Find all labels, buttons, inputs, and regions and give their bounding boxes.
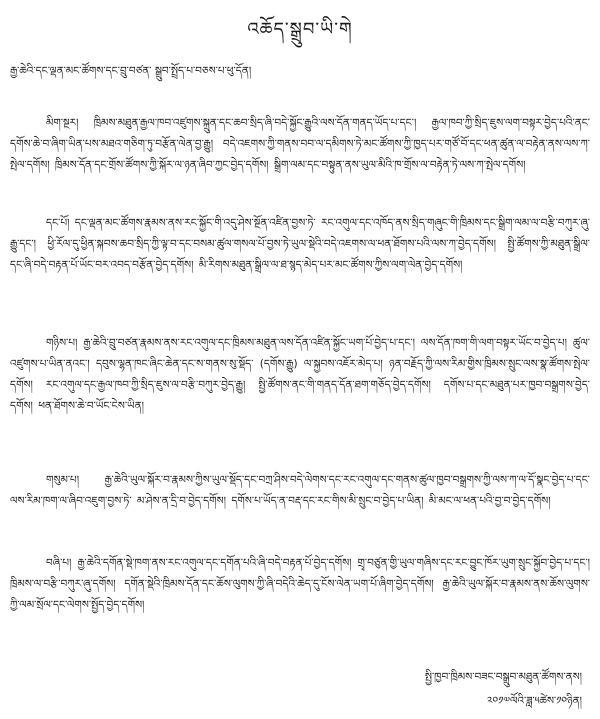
document-title: འཆོད་སྒྲུབ་ཡི་གེ (247, 19, 353, 40)
paragraph-2: དང་པོ། དང་ལྡན་མང་ཚོགས་རྣམས་ནས་རང་སྐྱོང་གི་འདུ་ཤེས་སྔོན་འཛིན་བྱས་ཏེ་ རང་འགུལ་དང་འཁོད་ནས་སྲིད་གཞུང་གི་ཁྲིམས་དང་སྒྲིག་ལམ་ལ་བརྩི་བཀུར་ཞུ་རྒྱུ་དང་། ཕྱི་རོལ་དུ་ཕྱིན་སྐབས་ཆབ་སྲིད་ཀྱི་ལྟ་བ་དང་བསམ་ཚུལ་གསལ་པོ་བྱས་ཏེ་ཡུལ་སྡེའི་བདེ་འཇགས་ལ་ཕན་ཐོགས་པའི་ལས་ཀ་བྱེད་དགོས། སྤྱི་ཚོགས་ཀྱི་མཐུན་སྒྲིལ་དང་ཞི་བདེ་བརྟན་པོ་ཡོང་བར་འབད་བརྩོན་བྱེད་དགོས། མི་རིགས་མཐུན་སྒྲིལ་ལ་ཐ་སྙད་མེད་པར་མང་ཚོགས་ཀྱིས་ལག་ལེན་བྱེད་དགོས། (10, 217, 590, 271)
signature-date: ༢༠༡༧ལོའི་ཟླ་༥ཚེས་༡༠ཉིན། (486, 695, 582, 707)
paragraph-3: གཉིས་པ། རྒྱ་ཆེའི་བྲུ་བཙན་རྣམས་ནས་རང་འགུལ་དང་ཁྲིམས་མཐུན་ལས་དོན་འཛིན་སྐྱོང་ཡག་པོ་བྱེད་པ་དང་། ལས་དོན་ཁག་གི་ལག་བསྟར་ཡོང་བ་བྱེད་པ། ཚུལ་འཛུགས་པ་ཡིན་ནའང་། དབུས་ལྷན་ཁང་ཞིང་ཆེན་དང་ས་གནས་སུ་སྡོད་ (དགོས་རྒྱུ) ལ་སྐྱབས་འཇོར་མེད་པ། ཉན་བརྗོད་ཀྱི་ལས་རིམ་གྱིས་ཁྲིམས་སྲུང་ལས་སྣ་ཚོགས་སྤེལ་དགོས། རང་འགུལ་དང་རྒྱལ་ཁབ་ཀྱི་སྲིད་ཇུས་ལ་བརྩི་བཀུར་བྱེད་རྒྱུ། སྤྱི་ཚོགས་ནང་གི་གནད་དོན་ཐག་གཅོད་བྱེད་དགོས། དགོས་པ་དང་མཐུན་པར་ཁྱབ་བསྒྲགས་བྱེད་དགོས། ཕན་ཐོགས་ཆེ་བ་ཡོང་ངེས་ཡིན། (10, 337, 590, 412)
document-subject: རྒྱ་ཆེའི་དང་ལྡན་མང་ཚོགས་དང་བྲུ་བཙན་ སྒྲུབ་སྤྲོད་པ་བཅས་པ་ཕུ་དོན། (10, 65, 252, 77)
signature-organization: སྤྱི་ཁྱབ་ཁྲིམས་བཟང་བསྒྲུབ་མཐུན་ཚོགས་ནས། (424, 671, 582, 683)
paragraph-1: མིག་སྔར། ཁྲིམས་མཐུན་རྒྱལ་ཁབ་འཛུགས་སྐྲུན་དང་ཆབ་སྲིད་ཞི་བདེ་སྐྱོང་རྒྱུའི་ལས་དོན་གནད་ཡོད་པ་དང་། རྒྱལ་ཁབ་ཀྱི་སྲིད་ཇུས་ལག་བསྟར་བྱེད་པའི་ནང་དགོས་ཆེ་བ་ཞིག་ཡིན་པས་མཐའ་གཅིག་ཏུ་བརྩོན་ལེན་བྱ་རྒྱུ། བདེ་འཇགས་ཀྱི་གནས་བབ་ལ་དམིགས་ཏེ་མང་ཚོགས་ཀྱི་ཁྱད་པར་གཙོ་བོ་དང་ཕན་ཚུན་ལ་བརྟེན་ནས་ལས་ཀ་སྤེལ་དགོས། ཁྲིམས་དོན་དང་གྲོས་ཚོགས་ཀྱི་སྐོར་ལ་ཉན་ཞིབ་ཀྱང་བྱེད་དགོས། སྒྲིག་ལམ་དང་བསྟུན་ནས་ཡུལ་མིའི་ཁ་གྲོས་ལ་བརྟེན་ཏེ་ལས་ཀ་སྤེལ་དགོས། (10, 117, 590, 171)
paragraph-4: གསུམ་པ། རྒྱ་ཆེའི་ཡུལ་སྐོར་བ་རྣམས་ཀྱིས་ཡུལ་སྡོད་དང་བཀྲ་ཤིས་བདེ་ལེགས་དང་རང་འགུལ་དང་གནས་ཚུལ་ཁྱབ་བསྒྲགས་ཀྱི་ལས་ཀ་ལ་དོ་སྣང་བྱེད་པ་དང་ ལས་རིམ་ཁག་ལ་ཞིབ་འཇུག་བྱས་ཏེ་ མ་ཤེས་ན་དྲི་བ་བྱེད་དགོས། དགོས་པ་ཡོད་ན་བརྡ་དང་རང་གིས་མི་སྲུང་བ་བྱེད་པ་ཡིན། མི་མང་ལ་ཕན་པའི་བྱ་བ་བྱེད་དགོས། (10, 474, 590, 507)
paragraph-5: བཞི་པ། རྒྱ་ཆེའི་དགོན་སྡེ་ཁག་ནས་རང་འགུལ་དང་དགོན་པའི་ཞི་བདེ་བརྟན་པོ་བྱེད་དགོས། གྲྭ་བཙུན་གྱི་ཡུལ་གཞིས་དང་རང་བྱུང་ཁོར་ཡུག་སྲུང་སྐྱོབ་བྱེད་པ་དང་། ཁྲིམས་ལ་བརྩི་བཀུར་ཞུ་དགོས། དགོན་སྡེའི་ཁྲིམས་དོན་དང་ཆོས་ལུགས་ཀྱི་ཞི་བདེའི་ཆེད་དུ་ངོས་ལེན་ཡག་པོ་ཞིག་བྱེད་དགོས། རྒྱ་ཆེའི་ཡུལ་སྐོར་བ་རྣམས་ནས་ཆོས་ལུགས་ཀྱི་ལམ་སྲོལ་དང་ལེགས་སྤྱོད་བྱེད་དགོས། (10, 557, 590, 611)
